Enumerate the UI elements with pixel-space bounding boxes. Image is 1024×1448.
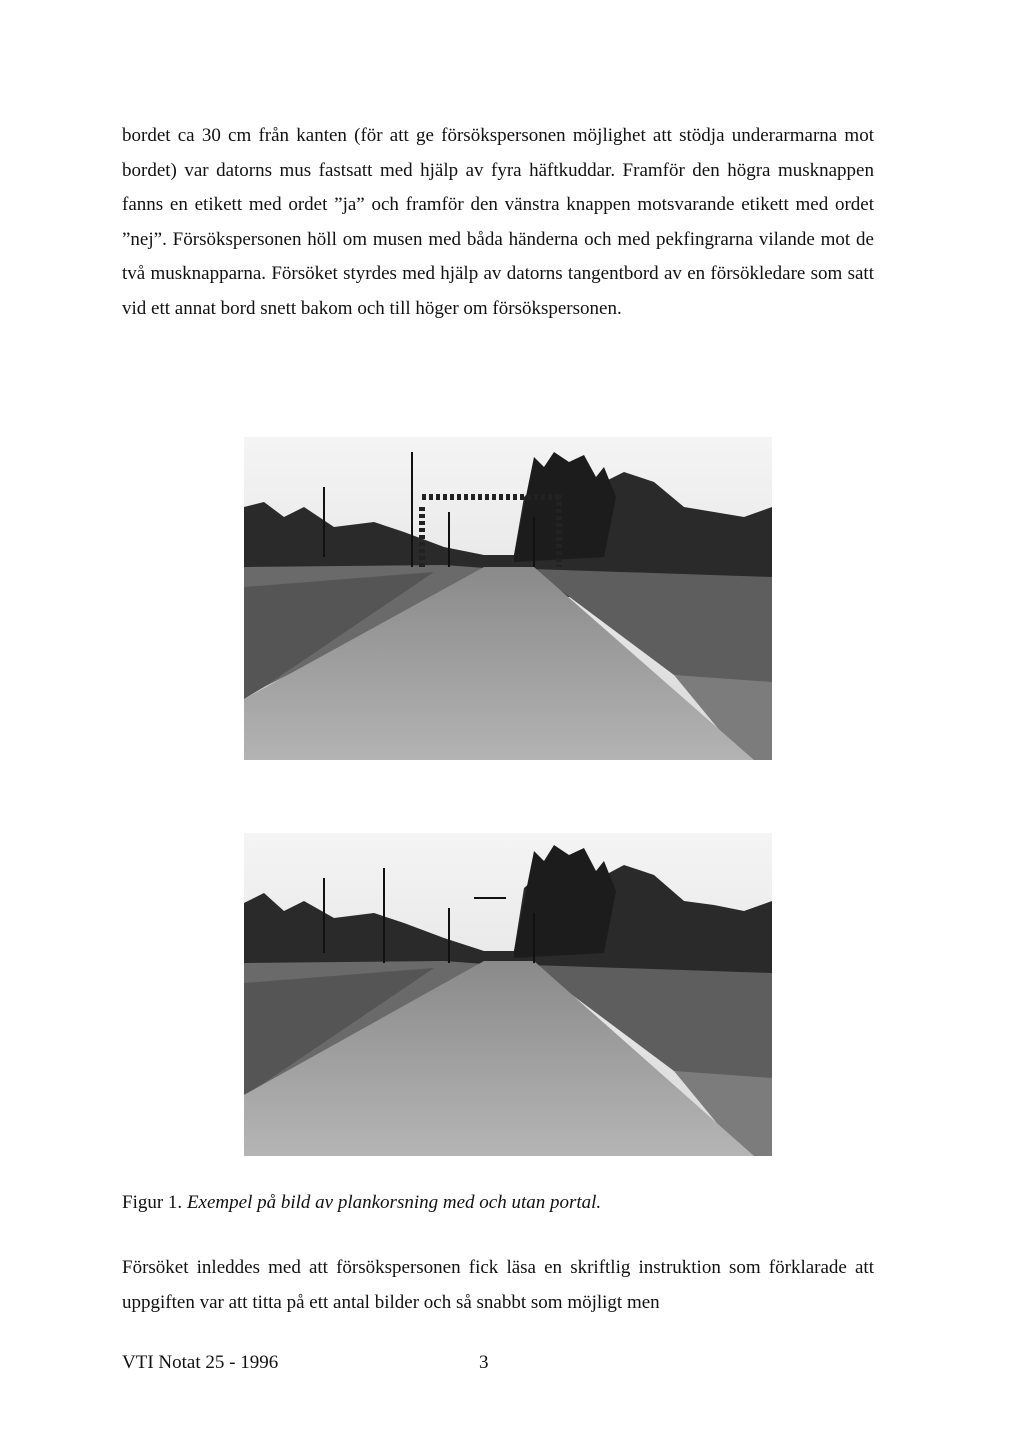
figure-caption [122, 1192, 601, 1214]
body-paragraph-2: Försöket inleddes med att försökspersonen fick läsa en skriftlig instruktion som förklarade att uppgiften var att titta på ett antal bilder och så snabbt som möjligt men [122, 1257, 874, 1313]
photo-crossing-with-portal [244, 437, 772, 760]
footer-publication: VTI Notat 25 - 1996 [122, 1352, 279, 1373]
body-paragraph-1: bordet ca 30 cm från kanten (för att ge försökspersonen möjlighet att stödja underarmarna mot bordet) var datorns mus fastsatt med hjälp av fyra häftkuddar. Framför den högra musknappen fanns en etikett med ordet ”ja” och framför den vänstra knappen motsvarande etikett med ordet ”nej”. Försökspersonen höll om musen med båda händerna och med pekfingrarna vilande mot de två musknapparna. Försöket styrdes med hjälp av datorns tangentbord av en försökledare som satt vid ett annat bord snett bakom och till höger om försökspersonen. [122, 125, 874, 319]
photo-crossing-without-portal [244, 833, 772, 1156]
figure-caption-text: Exempel på bild av plankorsning med och utan portal. [186, 1192, 602, 1213]
page-number: 3 [479, 1352, 489, 1373]
figure-label: Figur 1. [122, 1192, 183, 1213]
